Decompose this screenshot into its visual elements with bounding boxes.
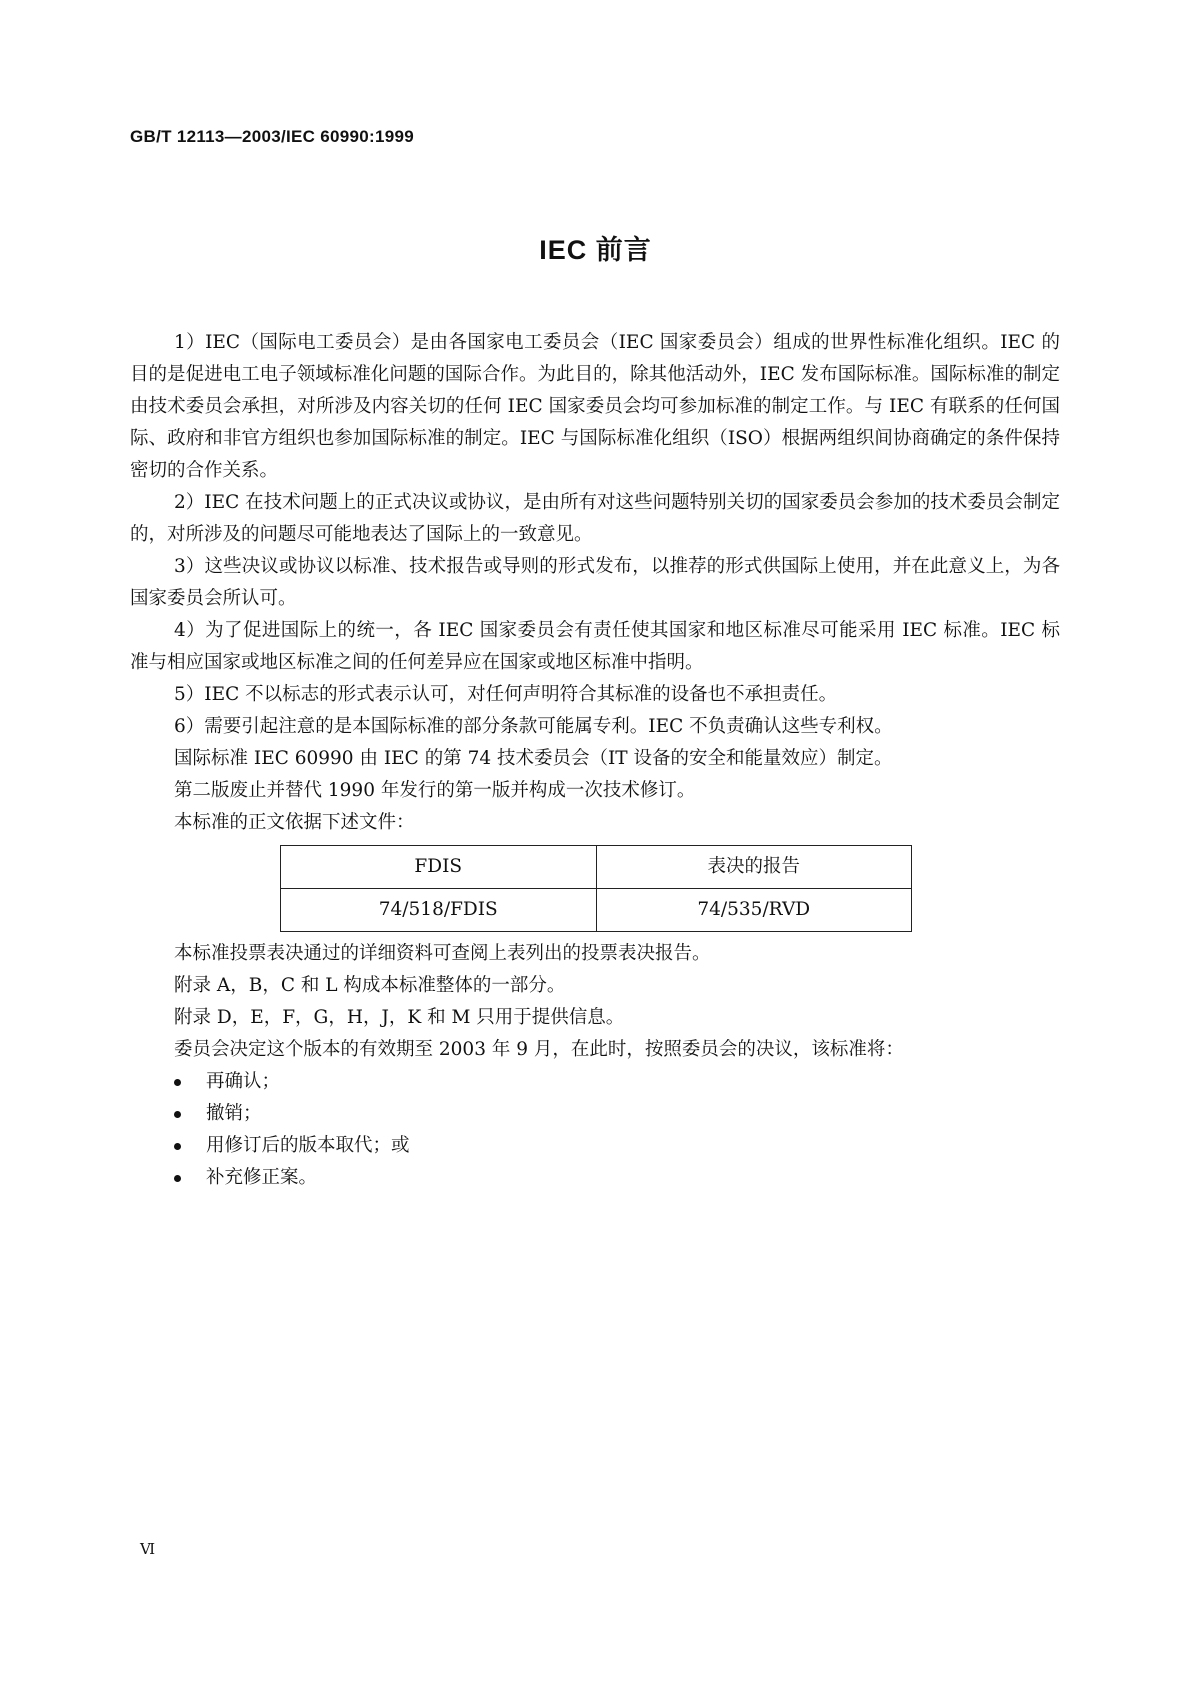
paragraph-1: 1）IEC（国际电工委员会）是由各国家电工委员会（IEC 国家委员会）组成的世界性标准化组织。IEC 的目的是促进电工电子领域标准化问题的国际合作。为此目的，除其他活动外，IEC 发布国际标准。国际标准的制定由技术委员会承担，对所涉及内容关切的任何 IEC 国家委员会均可参加标准的制定工作。与 IEC 有联系的任何国际、政府和非官方组织也参加国际标准的制定。IEC 与国际标准化组织（ISO）根据两组织间协商确定的条件保持密切的合作关系。 [130, 332, 1060, 481]
paragraph-2: 2）IEC 在技术问题上的正式决议或协议，是由所有对这些问题特别关切的国家委员会参加的技术委员会制定的，对所涉及的问题尽可能地表达了国际上的一致意见。 [130, 492, 1060, 545]
paragraph-12: 附录 D，E，F，G，H，J，K 和 M 只用于提供信息。 [174, 1007, 625, 1028]
list-item-text: 再确认； [206, 1071, 281, 1092]
vote-table-cell-rvd: 74/535/RVD [596, 889, 912, 932]
bullet-dot-icon [174, 1175, 181, 1182]
list-item-text: 撤销； [206, 1103, 262, 1124]
bullet-dot-icon [174, 1143, 181, 1150]
paragraph-10: 本标准投票表决通过的详细资料可查阅上表列出的投票表决报告。 [174, 943, 711, 964]
paragraph-4: 4）为了促进国际上的统一，各 IEC 国家委员会有责任使其国家和地区标准尽可能采用 IEC 标准。IEC 标准与相应国家或地区标准之间的任何差异应在国家或地区标准中指明。 [130, 620, 1060, 673]
foreword-body [130, 327, 1060, 1194]
paragraph-11: 附录 A，B，C 和 L 构成本标准整体的一部分。 [174, 975, 566, 996]
list-item [174, 1130, 1060, 1162]
vote-table [280, 845, 912, 932]
page-title: IEC 前言 [539, 235, 652, 265]
vote-table-cell-fdis: 74/518/FDIS [281, 889, 597, 932]
paragraph-8: 第二版废止并替代 1990 年发行的第一版并构成一次技术修订。 [174, 780, 696, 801]
list-item-text: 用修订后的版本取代；或 [206, 1135, 410, 1156]
page-number: Ⅵ [140, 1540, 156, 1558]
paragraph-5: 5）IEC 不以标志的形式表示认可，对任何声明符合其标准的设备也不承担责任。 [174, 684, 838, 705]
list-item-text: 补充修正案。 [206, 1167, 318, 1188]
vote-table-header-row [281, 846, 912, 889]
vote-table-row [281, 889, 912, 932]
paragraph-6: 6）需要引起注意的是本国际标准的部分条款可能属专利。IEC 不负责确认这些专利权。 [174, 716, 893, 737]
vote-table-header-fdis: FDIS [281, 846, 597, 889]
bullet-list [130, 1066, 1060, 1194]
list-item [174, 1098, 1060, 1130]
vote-table-header-report: 表决的报告 [596, 846, 912, 889]
paragraph-9: 本标准的正文依据下述文件： [174, 812, 415, 833]
bullet-dot-icon [174, 1079, 181, 1086]
paragraph-3: 3）这些决议或协议以标准、技术报告或导则的形式发布，以推荐的形式供国际上使用，并在此意义上，为各国家委员会所认可。 [130, 556, 1060, 609]
bullet-dot-icon [174, 1111, 181, 1118]
paragraph-13: 委员会决定这个版本的有效期至 2003 年 9 月，在此时，按照委员会的决议，该标准将： [174, 1039, 904, 1060]
paragraph-7: 国际标准 IEC 60990 由 IEC 的第 74 技术委员会（IT 设备的安全和能量效应）制定。 [174, 748, 893, 769]
standard-number-header: GB/T 12113—2003/IEC 60990:1999 [130, 127, 415, 146]
list-item [174, 1162, 1060, 1194]
list-item [174, 1066, 1060, 1098]
